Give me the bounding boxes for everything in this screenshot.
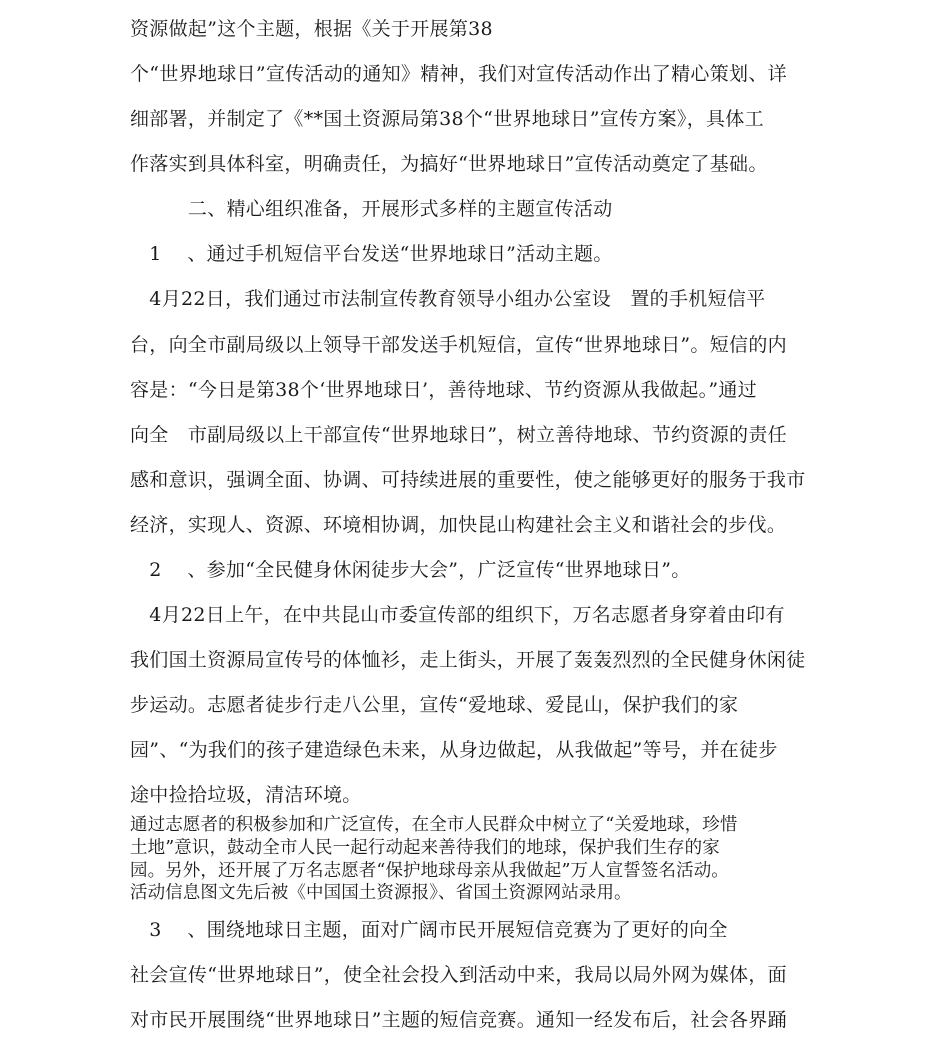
text-line: 园”、“为我们的孩子建造绿色未来，从身边做起，从我做起”等号，并在徒步: [130, 739, 778, 761]
text-line: 园。另外，还开展了万名志愿者“保护地球母亲从我做起”万人宣誓签名活动。: [130, 861, 729, 881]
section-heading: 二、精心组织准备，开展形式多样的主题宣传活动: [130, 198, 613, 220]
text-line: 我们国土资源局宣传号的体恤衫，走上街头，开展了轰轰烈烈的全民健身休闲徒: [130, 649, 806, 671]
text-line: 感和意识，强调全面、协调、可持续进展的重要性，使之能够更好的服务于我市: [130, 469, 806, 491]
text-line: 活动信息图文先后被《中国国土资源报》、省国土资源网站录用。: [130, 883, 632, 903]
text-line: 容是：“今日是第38个‘世界地球日’，善待地球、节约资源从我做起。”通过: [130, 379, 757, 401]
text-line: 细部署，并制定了《**国土资源局第38个“世界地球日”宣传方案》，具体工: [130, 108, 764, 130]
text-line: 4月22日上午，在中共昆山市委宣传部的组织下，万名志愿者身穿着由印有: [130, 604, 785, 626]
text-line: 经济，实现人、资源、环境相协调，加快昆山构建社会主义和谐社会的步伐。: [130, 514, 787, 536]
text-line: 资源做起”这个主题，根据《关于开展第38: [130, 18, 493, 40]
text-line: 台，向全市副局级以上领导干部发送手机短信，宣传“世界地球日”。短信的内: [130, 334, 787, 356]
text-line: 通过志愿者的积极参加和广泛宣传，在全市人民群众中树立了“关爱地球，珍惜: [130, 815, 738, 835]
text-line: 向全 市副局级以上干部宣传“世界地球日”，树立善待地球、节约资源的责任: [130, 424, 787, 446]
list-item-heading: 2 、参加“全民健身休闲徒步大会”，广泛宣传“世界地球日”。: [130, 559, 691, 581]
text-line: 个“世界地球日”宣传活动的通知》精神，我们对宣传活动作出了精心策划、详: [130, 63, 787, 85]
text-line: 步运动。志愿者徒步行走八公里，宣传“爱地球、爱昆山，保护我们的家: [130, 694, 739, 716]
text-line: 4月22日，我们通过市法制宣传教育领导小组办公室设 置的手机短信平: [130, 288, 766, 310]
text-line: 社会宣传“世界地球日”，使全社会投入到活动中来，我局以局外网为媒体，面: [130, 964, 787, 986]
text-line: 作落实到具体科室，明确责任，为搞好“世界地球日”宣传活动奠定了基础。: [130, 153, 768, 175]
text-line: 对市民开展围绕“世界地球日”主题的短信竞赛。通知一经发布后，社会各界踊: [130, 1009, 787, 1031]
list-item-heading: 3 、围绕地球日主题，面对广阔市民开展短信竞赛为了更好的向全: [130, 919, 728, 941]
text-line: 土地”意识，鼓动全市人民一起行动起来善待我们的地球，保护我们生存的家: [130, 838, 720, 858]
text-line: 途中捡拾垃圾，清洁环境。: [130, 784, 362, 806]
list-item-heading: 1 、通过手机短信平台发送“世界地球日”活动主题。: [130, 243, 613, 265]
